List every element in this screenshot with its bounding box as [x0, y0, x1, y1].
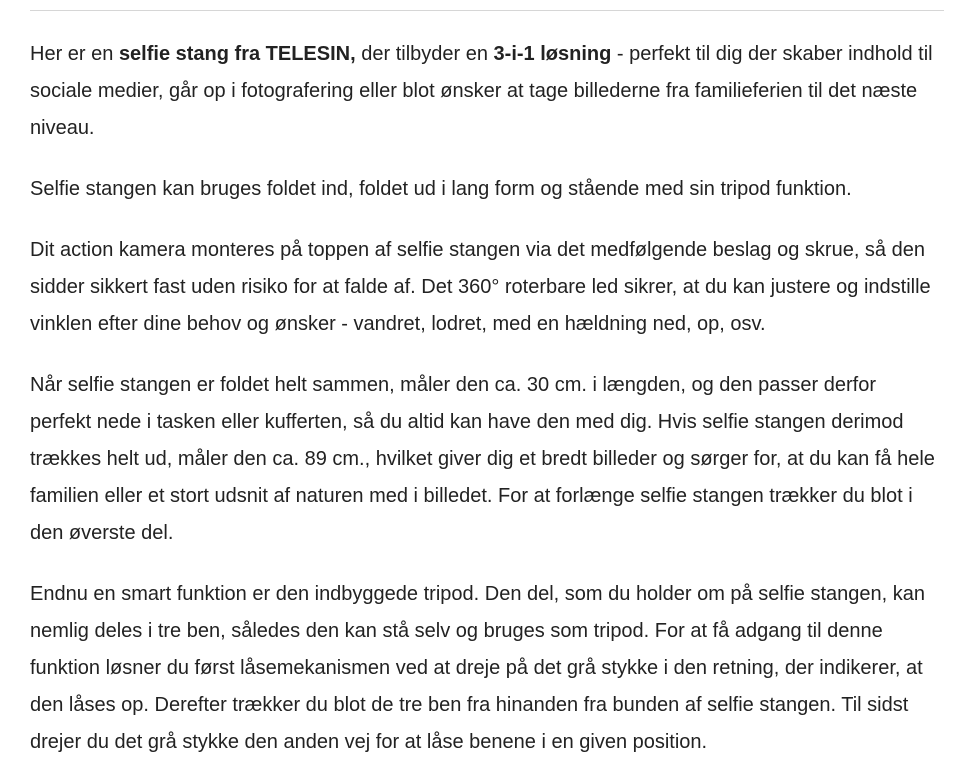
paragraph-tripod: Endnu en smart funktion er den indbyggede tripod. Den del, som du holder om på selfie stangen, kan nemlig deles i tre ben, således den kan stå selv og bruges som tripod. For at få adgang til denne funktion løsner du først låsemekanismen ved at dreje på det grå stykke i den retning, der indikerer, at den låses op. Derefter trækker du blot de tre ben fra hinanden fra bunden af selfie stangen. Til sidst drejer du det grå stykke den anden vej for at låse benene i en given position.: [30, 583, 926, 753]
intro-bold-solution: 3-i-1 løsning: [493, 43, 612, 65]
intro-bold-product: selfie stang fra TELESIN,: [118, 43, 356, 65]
paragraph-usage-modes: Selfie stangen kan bruges foldet ind, foldet ud i lang form og stående med sin tripod funktion.: [30, 178, 852, 200]
paragraph-intro: [30, 36, 942, 147]
intro-text-3: - perfekt til dig der skaber indhold til sociale medier, går op i fotografering eller blot ønsker at tage billederne fra familieferien til det næste niveau.: [30, 43, 933, 139]
paragraph-mounting: Dit action kamera monteres på toppen af selfie stangen via det medfølgende beslag og skrue, så den sidder sikkert fast uden risiko for at falde af. Det 360° roterbare led sikrer, at du kan justere og indstille vinklen efter dine behov og ønsker - vandret, lodret, med en hældning ned, op, osv.: [30, 239, 931, 335]
product-description: [30, 36, 942, 762]
top-divider: [30, 10, 944, 11]
paragraph-dimensions: Når selfie stangen er foldet helt sammen, måler den ca. 30 cm. i længden, og den passer derfor perfekt nede i tasken eller kufferten, så du altid kan have den med dig. Hvis selfie stangen derimod trækkes helt ud, måler den ca. 89 cm., hvilket giver dig et bredt billeder og sørger for, at du kan få hele familien eller et stort udsnit af naturen med i billedet. For at forlænge selfie stangen trækker du blot i den øverste del.: [30, 374, 935, 544]
intro-text-2: der tilbyder en: [355, 43, 494, 65]
intro-text-1: Her er en: [30, 43, 119, 65]
